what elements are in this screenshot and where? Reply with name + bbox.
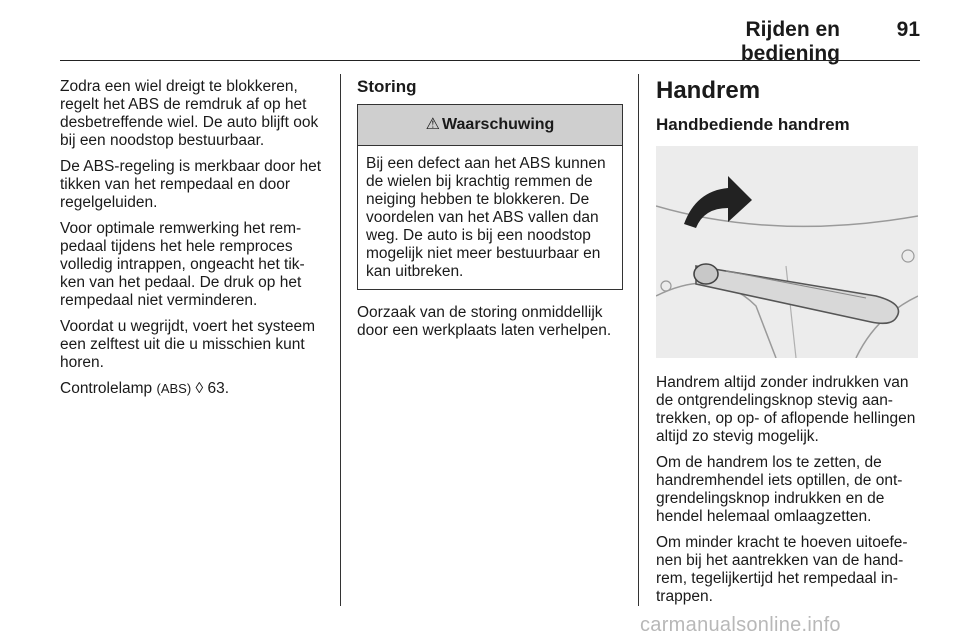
paragraph: De ABS-regeling is merkbaar door het tikken van het rempedaal en door regelgeluiden.	[60, 158, 322, 211]
paragraph: Om minder kracht te hoeven uitoefe-nen bij het aantrekken van de hand-rem, tegelijkertijd het rempedaal in-trappen.	[656, 534, 908, 605]
warning-text: Bij een defect aan het ABS kunnen de wielen bij krachtig remmen de neiging hebben te blokkeren. De voordelen van het ABS vallen dan weg. De auto is bij een noodstop mogelijk niet meer bestuurbaar en kan uitbreken.	[366, 155, 606, 280]
page-reference[interactable]: 63.	[207, 380, 230, 397]
paragraph: Om de handrem los te zetten, de handremhendel iets optillen, de ont-grendelingsknop indrukken en de hendel helemaal omlaagzetten.	[656, 454, 903, 525]
header-divider	[60, 60, 920, 61]
control-lamp-reference	[60, 380, 328, 398]
page-ref-arrow-icon: ◊	[195, 380, 204, 397]
page-header-title: Rijden en bediening	[740, 18, 840, 65]
handbrake-lever-illustration-icon	[656, 146, 918, 358]
sub-heading: Handbediende handrem	[656, 115, 850, 134]
column-abs-description	[60, 78, 328, 406]
paragraph: Voor optimale remwerking het rem-pedaal tijdens het hele remproces volledig intrappen, ongeacht het tik-ken van het pedaal. De druk op het rempedaal niet verminderen.	[60, 220, 305, 309]
control-lamp-label: Controlelamp	[60, 380, 153, 397]
column-divider-2	[638, 74, 639, 606]
watermark: carmanualsonline.info	[640, 614, 841, 636]
paragraph: Voordat u wegrijdt, voert het systeem een zelftest uit die u misschien kunt horen.	[60, 318, 316, 371]
section-heading: Handrem	[656, 77, 761, 104]
paragraph: Oorzaak van de storing onmiddellijk door een werkplaats laten verhelpen.	[357, 304, 612, 339]
paragraph: Handrem altijd zonder indrukken van de ontgrendelingsknop stevig aan-trekken, op op- of aflopende hellingen altijd zo stevig mogelijk.	[656, 374, 916, 445]
paragraph: Zodra een wiel dreigt te blokkeren, regelt het ABS de remdruk af op het desbetreffende wiel. De auto blijft ook bij een noodstop bestuurbaar.	[60, 78, 319, 149]
column-divider-1	[340, 74, 341, 606]
page-number: 91	[896, 18, 920, 41]
column-fault	[357, 78, 625, 348]
abs-warning-lamp-icon: (ABS)	[156, 381, 192, 396]
warning-header	[358, 105, 622, 146]
section-heading: Storing	[357, 77, 417, 96]
warning-triangle-icon: ⚠	[425, 116, 441, 133]
warning-title: Waarschuwing	[442, 116, 555, 133]
column-handbrake	[656, 78, 924, 614]
warning-box	[357, 104, 623, 290]
